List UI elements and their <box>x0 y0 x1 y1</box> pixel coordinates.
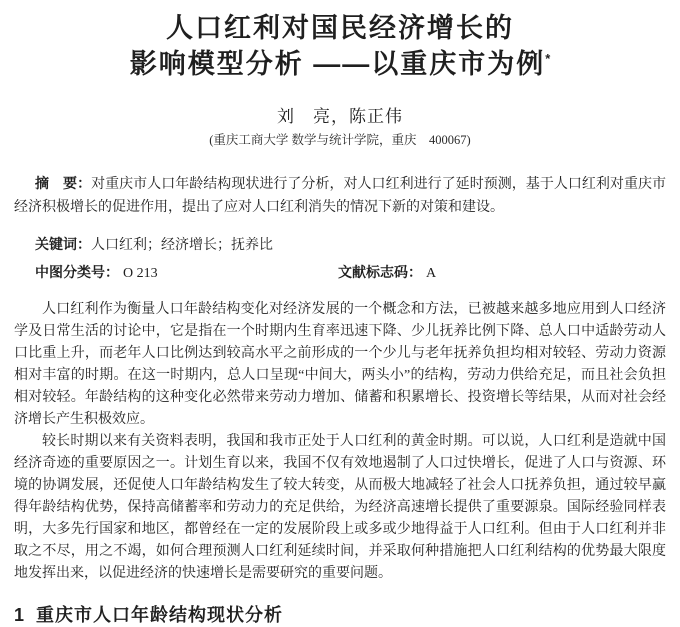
title-footnote-marker: * <box>545 51 551 66</box>
paper-title-line-2-text: 影响模型分析 ——以重庆市为例 <box>129 49 546 79</box>
section-1-number: 1 <box>14 605 25 625</box>
clc-value: O 213 <box>123 266 158 281</box>
paper-title-line-2 <box>14 46 666 82</box>
clc-label: 中图分类号： <box>35 264 119 280</box>
clc <box>35 266 158 281</box>
doc-code-label: 文献标志码： <box>338 264 422 280</box>
abstract-label: 摘 要： <box>35 175 92 191</box>
authors: 刘 亮，陈正伟 <box>277 107 403 126</box>
body-paragraph-2: 较长时期以来有关资料表明，我国和我市正处于人口红利的黄金时期。可以说，人口红利是造就中国经济奇迹的重要原因之一。计划生育以来，我国不仅有效地遏制了人口过快增长，促进了人口与资源、环境的协调发展，还促使人口年龄结构发生了较大转变，从而极大地减轻了社会人口抚养负担，通过较早赢得年龄结构优势，保持高储蓄率和劳动力的充足供给，为经济高速增长提供了重要源泉。国际经验同样表明，大多先行国家和地区，都曾经在一定的发展阶段上或多或少地得益于人口红利。但由于人口红利并非取之不尽，用之不竭，如何合理预测人口红利延续时间，并采取何种措施把人口红利结构的优势最大限度地发挥出来，以促进经济的快速增长是需要研究的重要问题。 <box>14 434 666 581</box>
paper-title <box>14 10 666 82</box>
classification-row <box>14 261 666 285</box>
keywords <box>14 233 666 257</box>
doc-code-value: A <box>426 266 437 281</box>
doc-code <box>338 261 436 285</box>
keywords-text: 人口红利；经济增长；抚养比 <box>91 238 273 253</box>
body-paragraph-1: 人口红利作为衡量人口年龄结构变化对经济发展的一个概念和方法，已被越来越多地应用到人口经济学及日常生活的讨论中，它是指在一个时期内生育率迅速下降、少儿抚养比例下降、总人口中适龄劳动人口比重上升，而老年人口比例达到较高水平之前形成的一个少儿与老年抚养负担均相对较轻、劳动力资源相对丰富的时期。在这一时期内，总人口呈现“中间大，两头小”的结构，劳动力供给充足，而且社会负担相对较轻。年龄结构的这种变化必然带来劳动力增加、储蓄和积累增长、投资增长等结果，从而对社会经济增长产生积极效应。 <box>14 302 666 427</box>
abstract-text: 对重庆市人口年龄结构现状进行了分析，对人口红利进行了延时预测，基于人口红利对重庆市经济积极增长的促进作用，提出了应对人口红利消失的情况下新的对策和建设。 <box>14 177 667 215</box>
paper-title-line-1: 人口红利对国民经济增长的 <box>166 13 514 43</box>
section-1-title: 重庆市人口年龄结构现状分析 <box>36 605 284 625</box>
affiliation: (重庆工商大学 数学与统计学院，重庆 400067) <box>209 133 471 147</box>
keywords-label: 关键词： <box>35 236 91 252</box>
abstract <box>14 172 666 219</box>
section-1-heading <box>14 603 666 627</box>
